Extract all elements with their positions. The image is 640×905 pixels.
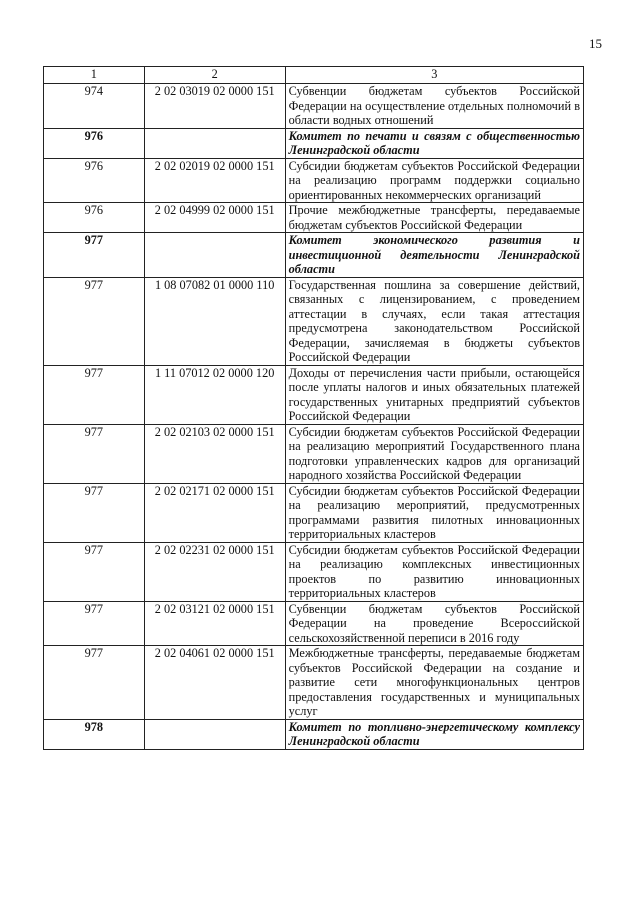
- revenue-name-cell: Субсидии бюджетам субъектов Российской Федерации на реализацию мероприятий Государственного плана подготовки управленческих кадров для организаций народного хозяйства Российской Федерации: [285, 424, 583, 483]
- organization-name-cell: Комитет экономического развития и инвестиционной деятельности Ленинградской области: [285, 233, 583, 278]
- admin-code-cell: 976: [44, 128, 145, 158]
- table-row: [44, 277, 584, 365]
- revenue-code-cell: 2 02 02171 02 0000 151: [144, 483, 285, 542]
- admin-code-cell: 976: [44, 203, 145, 233]
- column-header-3: 3: [285, 67, 583, 84]
- table-row: [44, 483, 584, 542]
- revenue-name-cell: Государственная пошлина за совершение действий, связанных с лицензированием, с проведением аттестации в случаях, если такая аттестация предусмотрена законодательством Российской Федерации, зачисляемая в бюджеты субъектов Российской Федерации: [285, 277, 583, 365]
- admin-code-cell: 978: [44, 719, 145, 749]
- table-row: [44, 203, 584, 233]
- revenue-code-cell: 1 08 07082 01 0000 110: [144, 277, 285, 365]
- revenue-name-cell: Субсидии бюджетам субъектов Российской Федерации на реализацию комплексных инвестиционных проектов по развитию инновационных территориальных кластеров: [285, 542, 583, 601]
- page-number: 15: [589, 36, 602, 51]
- revenue-code-cell: [144, 128, 285, 158]
- revenue-code-cell: 1 11 07012 02 0000 120: [144, 365, 285, 424]
- revenue-code-cell: [144, 719, 285, 749]
- revenue-code-cell: 2 02 04999 02 0000 151: [144, 203, 285, 233]
- revenue-code-cell: 2 02 02231 02 0000 151: [144, 542, 285, 601]
- column-header-1: 1: [44, 67, 145, 84]
- admin-code-cell: 977: [44, 277, 145, 365]
- table-row: [44, 542, 584, 601]
- revenue-name-cell: Субвенции бюджетам субъектов Российской Федерации на осуществление отдельных полномочий в области водных отношений: [285, 84, 583, 129]
- admin-code-cell: 977: [44, 601, 145, 646]
- revenue-code-cell: 2 02 03019 02 0000 151: [144, 84, 285, 129]
- table-row: [44, 84, 584, 129]
- table-body: [44, 84, 584, 750]
- revenue-code-cell: 2 02 03121 02 0000 151: [144, 601, 285, 646]
- revenue-name-cell: Субсидии бюджетам субъектов Российской Федерации на реализацию мероприятий, предусмотренных программами развития пилотных инновационных территориальных кластеров: [285, 483, 583, 542]
- revenue-code-cell: 2 02 02103 02 0000 151: [144, 424, 285, 483]
- revenue-name-cell: Доходы от перечисления части прибыли, остающейся после уплаты налогов и иных обязательных платежей государственных унитарных предприятий субъектов Российской Федерации: [285, 365, 583, 424]
- table-row: [44, 424, 584, 483]
- table-header-row: [44, 67, 584, 84]
- revenue-name-cell: Межбюджетные трансферты, передаваемые бюджетам субъектов Российской Федерации на создание и развитие сети многофункциональных центров предоставления государственных и муниципальных услуг: [285, 646, 583, 720]
- organization-name-cell: Комитет по печати и связям с общественностью Ленинградской области: [285, 128, 583, 158]
- revenue-name-cell: Субвенции бюджетам субъектов Российской Федерации на проведение Всероссийской сельскохозяйственной переписи в 2016 году: [285, 601, 583, 646]
- revenue-code-cell: 2 02 04061 02 0000 151: [144, 646, 285, 720]
- org-header-row: [44, 128, 584, 158]
- column-header-2: 2: [144, 67, 285, 84]
- table-row: [44, 365, 584, 424]
- table-row: [44, 601, 584, 646]
- table-row: [44, 158, 584, 203]
- organization-name-cell: Комитет по топливно-энергетическому комплексу Ленинградской области: [285, 719, 583, 749]
- admin-code-cell: 977: [44, 365, 145, 424]
- revenue-code-cell: 2 02 02019 02 0000 151: [144, 158, 285, 203]
- admin-code-cell: 977: [44, 424, 145, 483]
- admin-code-cell: 977: [44, 233, 145, 278]
- admin-code-cell: 974: [44, 84, 145, 129]
- admin-code-cell: 976: [44, 158, 145, 203]
- budget-classification-table: [43, 66, 584, 750]
- admin-code-cell: 977: [44, 646, 145, 720]
- org-header-row: [44, 233, 584, 278]
- revenue-name-cell: Субсидии бюджетам субъектов Российской Федерации на реализацию программ поддержки социально ориентированных некоммерческих организаций: [285, 158, 583, 203]
- admin-code-cell: 977: [44, 542, 145, 601]
- revenue-code-cell: [144, 233, 285, 278]
- revenue-name-cell: Прочие межбюджетные трансферты, передаваемые бюджетам субъектов Российской Федерации: [285, 203, 583, 233]
- admin-code-cell: 977: [44, 483, 145, 542]
- org-header-row: [44, 719, 584, 749]
- table-row: [44, 646, 584, 720]
